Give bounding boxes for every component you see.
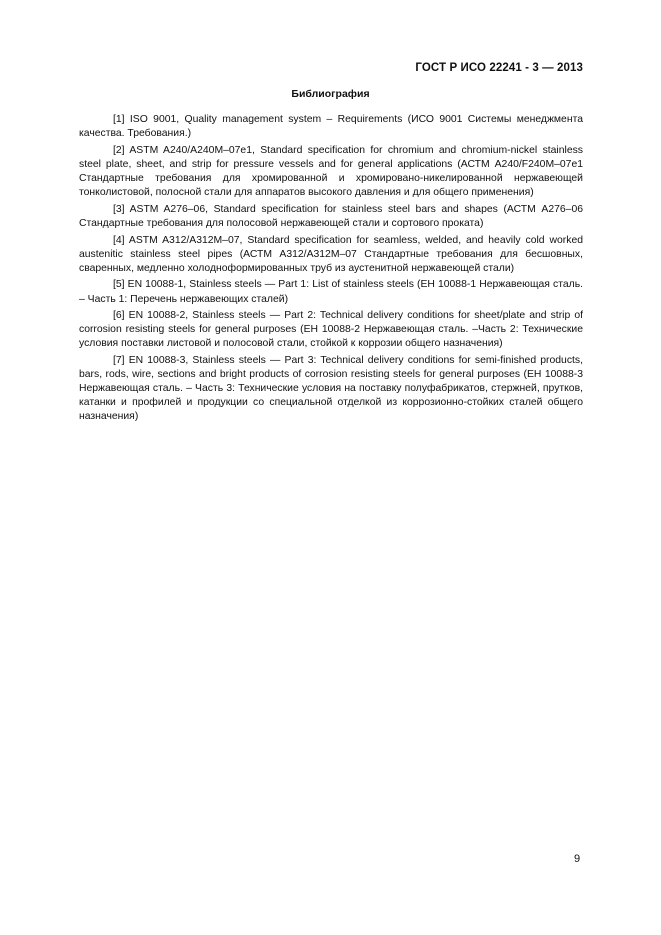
bibliography-entry-4: [4] ASTM A312/A312M–07, Standard specification for seamless, welded, and heavily cold worked austenitic stainless steel pipes (АСТМ A312/A312M–07 Стандартные требования для бесшовных, сваренных, медленно холодноформированных труб из аустенитной нержавеющей стали) (79, 234, 583, 274)
bibliography-entry-1: [1] ISO 9001, Quality management system – Requirements (ИСО 9001 Системы менеджмента качества. Требования.) (79, 114, 583, 140)
bibliography-entry-2: [2] ASTM A240/A240M–07e1, Standard specification for chromium and chromium-nickel stainless steel plate, sheet, and strip for pressure vessels and for general applications (АСТМ A240/F240M–07e1 Стандартные требования для хромированной и хромировано-никелированной нержавеющей тонколистовой, полосной стали для аппаратов высокого давления и для общего применения) (79, 144, 583, 199)
bibliography-entry-5: [5] EN 10088-1, Stainless steels — Part 1: List of stainless steels (ЕН 10088-1 Нержавеющая сталь. – Часть 1: Перечень нержавеющих сталей) (79, 279, 583, 305)
bibliography-entry-6: [6] EN 10088-2, Stainless steels — Part 2: Technical delivery conditions for sheet/plate and strip of corrosion resisting steels for general purposes (ЕН 10088-2 Нержавеющая сталь. –Часть 2: Технические условия поставки листовой и полосовой стали, стойкой к коррозии общего назначения) (79, 310, 583, 350)
page-number: 9 (574, 853, 581, 865)
bibliography-entry-3: [3] ASTM A276–06, Standard specification for stainless steel bars and shapes (АСТМ A276–06 Стандартные требования для полосовой нержавеющей стали и сортового проката) (79, 203, 583, 229)
section-title: Библиография (291, 88, 370, 100)
bibliography-list (79, 113, 583, 427)
document-standard-id: ГОСТ Р ИСО 22241 - 3 — 2013 (415, 62, 583, 74)
bibliography-entry-7: [7] EN 10088-3, Stainless steels — Part 3: Technical delivery conditions for semi-finished products, bars, rods, wire, sections and bright products of corrosion resisting steels for general purposes (ЕН 10088-3 Нержавеющая сталь. – Часть 3: Технические условия на поставку полуфабрикатов, стержней, прутков, катанки и профилей и продукции со специальной отделкой из коррозионно-стойких сталей общего назначения) (79, 355, 583, 423)
